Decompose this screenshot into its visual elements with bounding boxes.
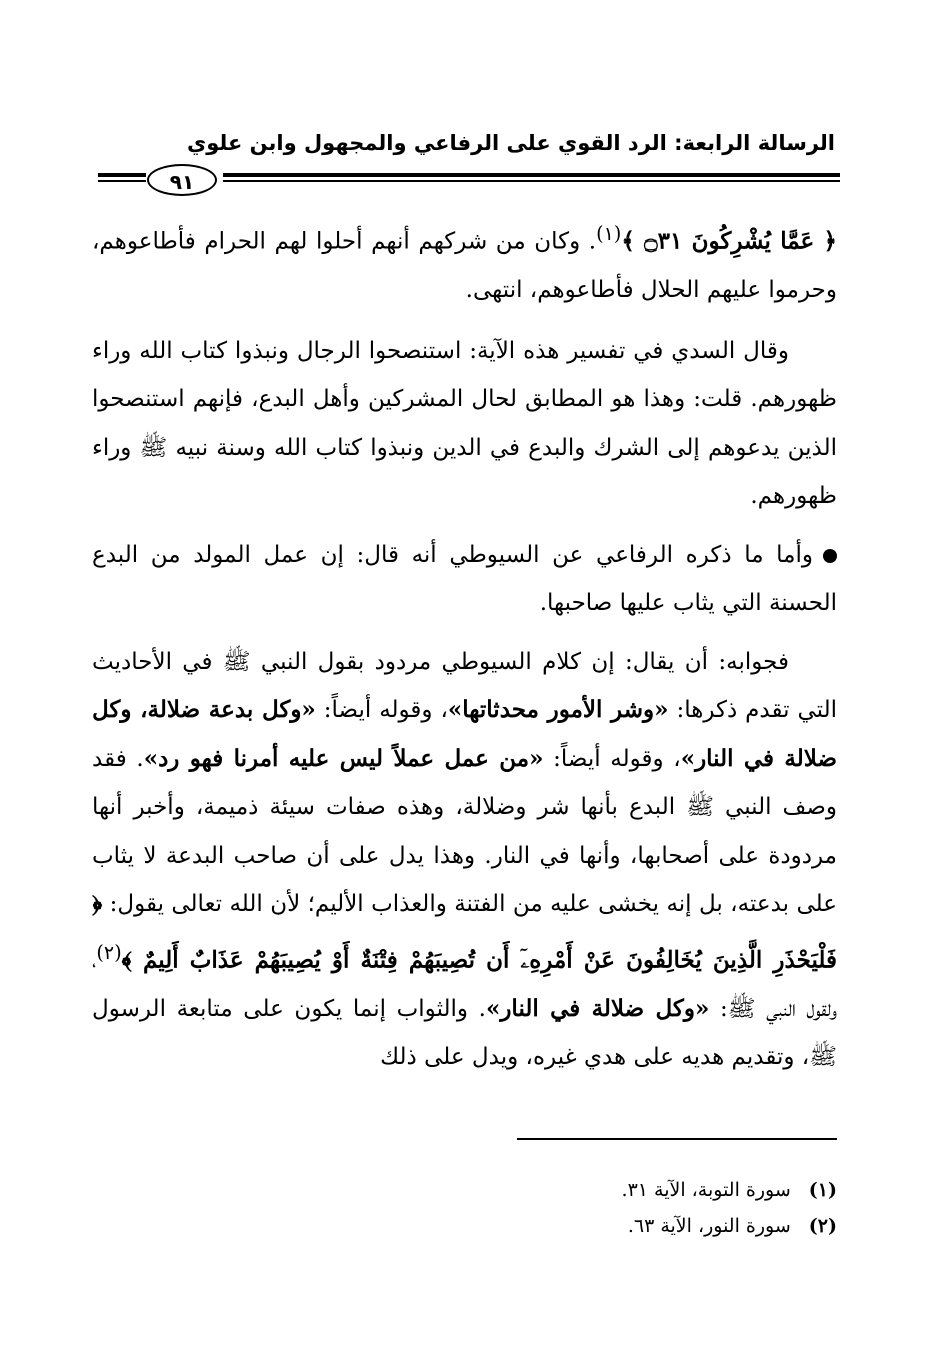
header-rule-left-thick bbox=[98, 173, 146, 177]
hadith-quote: «وكل بدعة ضلالة، وكل ضلالة في النار» bbox=[92, 696, 837, 772]
paragraph-text: ، ولقول النبي ﷺ: bbox=[92, 947, 838, 1022]
paragraph-4 bbox=[92, 638, 837, 1082]
paragraph-text: وأما ما ذكره الرفاعي عن السيوطي أنه قال: إن عمل المولد من البدع الحسنة التي يثاب عليها صاحبها. bbox=[92, 541, 837, 617]
paragraph-1 bbox=[92, 210, 837, 315]
paragraph-text: . فقد وصف النبي ﷺ البدع بأنها شر وضلالة، وهذه صفات سيئة ذميمة، وأخبر أنها مردودة على أصحابها، وأنها في النار. وهذا يدل على أن صاحب البدعة لا يثاب على بدعته، بل إنه يخشى عليه من الفتنة والعذاب الأليم؛ لأن الله تعالى يقول: bbox=[92, 745, 837, 918]
paragraph-3 bbox=[92, 531, 837, 628]
header-rule-left-thin bbox=[98, 180, 146, 182]
footnotes bbox=[92, 1172, 837, 1244]
footnote-rule bbox=[517, 1138, 837, 1140]
footnote-text: سورة التوبة، الآية ٣١. bbox=[621, 1179, 791, 1201]
hadith-quote: «وكل ضلالة في النار» bbox=[485, 994, 710, 1022]
footnote-2 bbox=[92, 1208, 837, 1244]
quran-verse: ﴿ عَمَّا يُشْرِكُونَ ۝٣١ ﴾ bbox=[621, 227, 838, 255]
paragraph-text: ، وقوله أيضاً: bbox=[315, 697, 448, 724]
footnote-number: (٢) bbox=[808, 1215, 837, 1237]
footnote-ref: (١) bbox=[596, 222, 622, 245]
paragraph-2 bbox=[92, 327, 837, 521]
footnote-number: (١) bbox=[808, 1179, 837, 1201]
body-text bbox=[92, 210, 837, 1092]
paragraph-text: ، وقوله أيضاً: bbox=[543, 745, 681, 772]
hadith-quote: «وشر الأمور محدثاتها» bbox=[447, 696, 669, 724]
paragraph-text: . وكان من شركهم أنهم أحلوا لهم الحرام فأطاعوهم، وحرموا عليهم الحلال فأطاعوهم، انتهى. bbox=[92, 228, 837, 304]
running-title: الرسالة الرابعة: الرد القوي على الرفاعي والمجهول وابن علوي bbox=[186, 131, 835, 155]
header-rule-right-thick bbox=[223, 173, 840, 177]
paragraph-text: فجوابه: أن يقال: إن كلام السيوطي مردود بقول النبي ﷺ في الأحاديث التي تقدم ذكرها: bbox=[92, 648, 837, 724]
hadith-quote: «من عمل عملاً ليس عليه أمرنا فهو رد» bbox=[143, 744, 544, 772]
footnote-ref: (٢) bbox=[96, 940, 122, 964]
paragraph-text: . والثواب إنما يكون على متابعة الرسول ﷺ، وتقديم هديه على هدي غيره، ويدل على ذلك bbox=[92, 995, 837, 1071]
footnote-1 bbox=[92, 1172, 837, 1208]
paragraph-text: وقال السدي في تفسير هذه الآية: استنصحوا الرجال ونبذوا كتاب الله وراء ظهورهم. قلت: وهذا هو المطابق لحال المشركين وأهل البدع، فإنهم استنصحوا الذين يدعوهم إلى الشرك والبدع في الدين ونبذوا كتاب الله وسنة نبيه ﷺ وراء ظهورهم. bbox=[92, 337, 837, 510]
bullet-icon bbox=[823, 549, 837, 563]
page-number: ٩١ bbox=[147, 164, 217, 196]
header-rule-right-thin bbox=[223, 180, 840, 182]
quran-verse: ﴿ فَلْيَحْذَرِ الَّذِينَ يُخَالِفُونَ عَنْ أَمْرِهِۦٓ أَن تُصِيبَهُمْ فِتْنَةٌ أَوْ يُصِيبَهُمْ عَذَابٌ أَلِيمٌ ﴾ bbox=[92, 890, 837, 974]
footnote-text: سورة النور، الآية ٦٣. bbox=[627, 1215, 791, 1237]
